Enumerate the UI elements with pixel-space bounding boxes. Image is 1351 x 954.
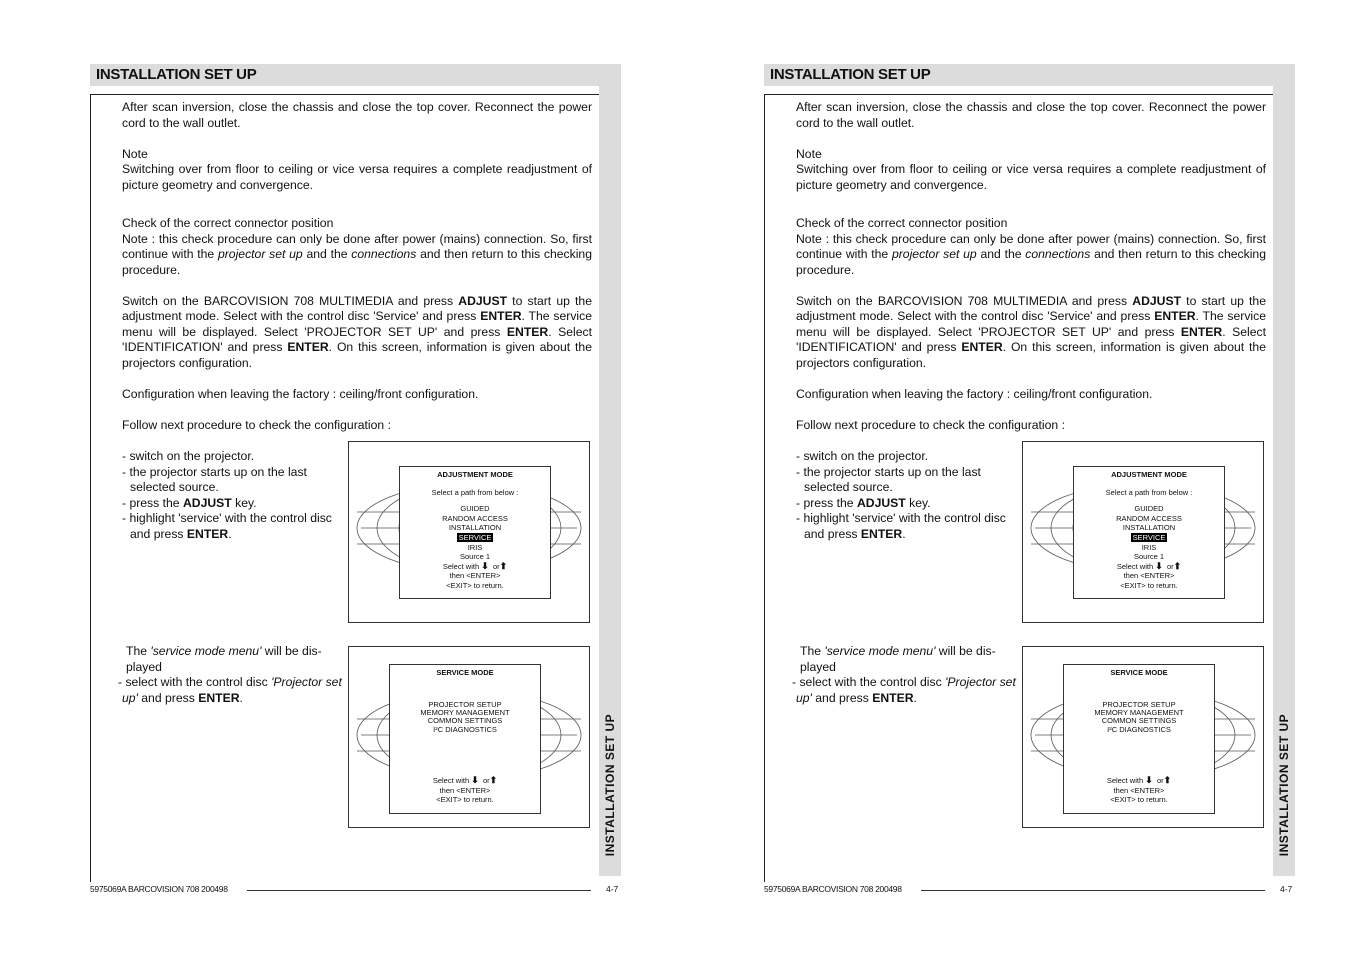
menu-item-memory-management[interactable]: MEMORY MANAGEMENT	[1094, 708, 1184, 718]
step-1: - switch on the projector.	[796, 449, 929, 463]
menu-hint-exit: <EXIT> to return.	[1110, 795, 1168, 805]
service-screen	[348, 646, 590, 828]
body-text	[796, 100, 1266, 433]
menu-item-random-access[interactable]: RANDOM ACCESS	[442, 513, 508, 523]
check-text: Note : this check procedure can only be done after power (mains) connection. So, first continue with the projector set up and the connections and then return to this checking procedure.	[122, 231, 592, 277]
arrow-down-icon: ⬇	[1145, 775, 1153, 786]
arrow-up-icon: ⬆	[489, 775, 498, 786]
follow-paragraph: Follow next procedure to check the configuration :	[122, 417, 391, 432]
menu-prompt: Select a path from below :	[1105, 487, 1193, 497]
menu-item-service[interactable]: SERVICE	[458, 532, 492, 542]
menu-title: ADJUSTMENT MODE	[1111, 470, 1187, 479]
step-select-projector: - select with the control disc 'Projector set up' and press ENTER.	[118, 675, 342, 705]
page-number: 4-7	[1280, 884, 1293, 894]
menu-hint-enter: then <ENTER>	[1123, 571, 1175, 581]
footer-rule	[921, 890, 1265, 891]
step-3: - press the ADJUST key.	[122, 495, 257, 510]
document-code: 5975069A BARCOVISION 708 200498	[764, 884, 902, 894]
arrow-up-icon: ⬆	[499, 560, 508, 571]
menu-item-common-settings[interactable]: COMMON SETTINGS	[1101, 716, 1177, 726]
switch-on-paragraph: Switch on the BARCOVISION 708 MULTIMEDIA and press ADJUST to start up the adjustment mode. Select with the control disc 'Service' and press ENTER. The service menu will be displayed. Select 'PROJECTOR SET UP' and press ENTER. Select 'IDENTIFICATION' and press ENTER. On this screen, information is given about the projectors configuration.	[796, 293, 1266, 370]
procedure-steps	[122, 449, 332, 542]
note-text: Switching over from floor to ceiling or vice versa requires a complete readjustment of picture geometry and convergence.	[122, 162, 592, 192]
document-code: 5975069A BARCOVISION 708 200498	[90, 884, 228, 894]
frame-line-horizontal	[90, 94, 599, 95]
frame-line-vertical	[90, 94, 91, 882]
menu-item-iris[interactable]: IRIS	[1141, 542, 1157, 552]
arrow-up-icon: ⬆	[1173, 560, 1182, 571]
menu-item-projector-setup[interactable]: PROJECTOR SETUP	[428, 699, 502, 709]
adjustment-menu	[399, 466, 551, 599]
menu-hint-enter: then <ENTER>	[439, 785, 491, 795]
menu-item-guided[interactable]: GUIDED	[1134, 504, 1164, 514]
page-title: INSTALLATION SET UP	[764, 64, 1295, 86]
menu-hint-select: Select with ⬇ or⬆	[442, 560, 508, 571]
adjustment-menu	[1073, 466, 1225, 599]
arrow-down-icon: ⬇	[481, 560, 489, 571]
paragraph-intro: After scan inversion, close the chassis and close the top cover. Reconnect the power cord to the wall outlet.	[796, 100, 1266, 130]
note-text: Switching over from floor to ceiling or vice versa requires a complete readjustment of picture geometry and convergence.	[796, 162, 1266, 192]
step-4: - highlight 'service' with the control disc and press ENTER.	[122, 511, 332, 541]
menu-item-source[interactable]: Source 1	[459, 552, 491, 562]
menu-hint-exit: <EXIT> to return.	[1120, 580, 1178, 590]
note-title: Note	[796, 146, 822, 161]
service-menu	[389, 664, 541, 814]
menu-item-i2c-diagnostics[interactable]: I²C DIAGNOSTICS	[1107, 725, 1171, 735]
follow-paragraph: Follow next procedure to check the configuration :	[796, 417, 1065, 432]
page-number: 4-7	[606, 884, 619, 894]
menu-item-installation[interactable]: INSTALLATION	[448, 523, 502, 533]
page-left	[90, 0, 630, 954]
step-4: - highlight 'service' with the control disc and press ENTER.	[796, 511, 1006, 541]
step-select-projector: - select with the control disc 'Projector set up' and press ENTER.	[792, 675, 1016, 705]
service-menu	[1063, 664, 1215, 814]
procedure-steps-2	[792, 644, 1016, 706]
menu-hint-exit: <EXIT> to return.	[436, 795, 494, 805]
arrow-down-icon: ⬇	[471, 775, 479, 786]
footer-rule	[247, 890, 591, 891]
frame-line-horizontal	[764, 94, 1273, 95]
menu-title: SERVICE MODE	[436, 668, 494, 677]
menu-item-iris[interactable]: IRIS	[467, 542, 483, 552]
menu-hint-select: Select with ⬇ or⬆	[1116, 560, 1182, 571]
menu-title: ADJUSTMENT MODE	[437, 470, 513, 479]
menu-item-i2c-diagnostics[interactable]: I²C DIAGNOSTICS	[433, 725, 497, 735]
page-title: INSTALLATION SET UP	[90, 64, 621, 86]
note-title: Note	[122, 146, 148, 161]
sidebar-label: INSTALLATION SET UP	[1277, 713, 1291, 857]
sidebar-label: INSTALLATION SET UP	[603, 713, 617, 857]
menu-hint-enter: then <ENTER>	[449, 571, 501, 581]
menu-hint-select: Select with ⬇ or⬆	[1106, 775, 1172, 786]
menu-item-projector-setup[interactable]: PROJECTOR SETUP	[1102, 699, 1176, 709]
paragraph-intro: After scan inversion, close the chassis and close the top cover. Reconnect the power cord to the wall outlet.	[122, 100, 592, 130]
adjustment-screen	[1022, 441, 1264, 623]
page-right	[764, 0, 1304, 954]
arrow-down-icon: ⬇	[1155, 560, 1163, 571]
adjustment-screen	[348, 441, 590, 623]
frame-line-vertical	[764, 94, 765, 882]
step-service-menu: The 'service mode menu' will be dis-played	[126, 644, 322, 674]
menu-item-service[interactable]: SERVICE	[1132, 532, 1166, 542]
menu-item-guided[interactable]: GUIDED	[460, 504, 490, 514]
step-service-menu: The 'service mode menu' will be dis-played	[800, 644, 996, 674]
config-paragraph: Configuration when leaving the factory : ceiling/front configuration.	[122, 386, 479, 401]
step-2: - the projector starts up on the last selected source.	[796, 464, 981, 494]
body-text	[122, 100, 592, 433]
config-paragraph: Configuration when leaving the factory : ceiling/front configuration.	[796, 386, 1153, 401]
menu-hint-select: Select with ⬇ or⬆	[432, 775, 498, 786]
check-title: Check of the correct connector position	[122, 216, 334, 230]
switch-on-paragraph: Switch on the BARCOVISION 708 MULTIMEDIA and press ADJUST to start up the adjustment mode. Select with the control disc 'Service' and press ENTER. The service menu will be displayed. Select 'PROJECTOR SET UP' and press ENTER. Select 'IDENTIFICATION' and press ENTER. On this screen, information is given about the projectors configuration.	[122, 293, 592, 370]
arrow-up-icon: ⬆	[1163, 775, 1172, 786]
check-title: Check of the correct connector position	[796, 216, 1008, 230]
menu-item-installation[interactable]: INSTALLATION	[1122, 523, 1176, 533]
procedure-steps	[796, 449, 1006, 542]
menu-hint-exit: <EXIT> to return.	[446, 580, 504, 590]
step-1: - switch on the projector.	[122, 449, 255, 463]
check-text: Note : this check procedure can only be done after power (mains) connection. So, first continue with the projector set up and the connections and then return to this checking procedure.	[796, 231, 1266, 277]
step-2: - the projector starts up on the last selected source.	[122, 464, 307, 494]
menu-hint-enter: then <ENTER>	[1113, 785, 1165, 795]
procedure-steps-2	[118, 644, 342, 706]
menu-prompt: Select a path from below :	[431, 487, 519, 497]
menu-item-random-access[interactable]: RANDOM ACCESS	[1116, 513, 1182, 523]
service-screen	[1022, 646, 1264, 828]
step-3: - press the ADJUST key.	[796, 495, 931, 510]
menu-title: SERVICE MODE	[1110, 668, 1168, 677]
menu-item-source[interactable]: Source 1	[1133, 552, 1165, 562]
menu-item-memory-management[interactable]: MEMORY MANAGEMENT	[420, 708, 510, 718]
menu-item-common-settings[interactable]: COMMON SETTINGS	[427, 716, 503, 726]
